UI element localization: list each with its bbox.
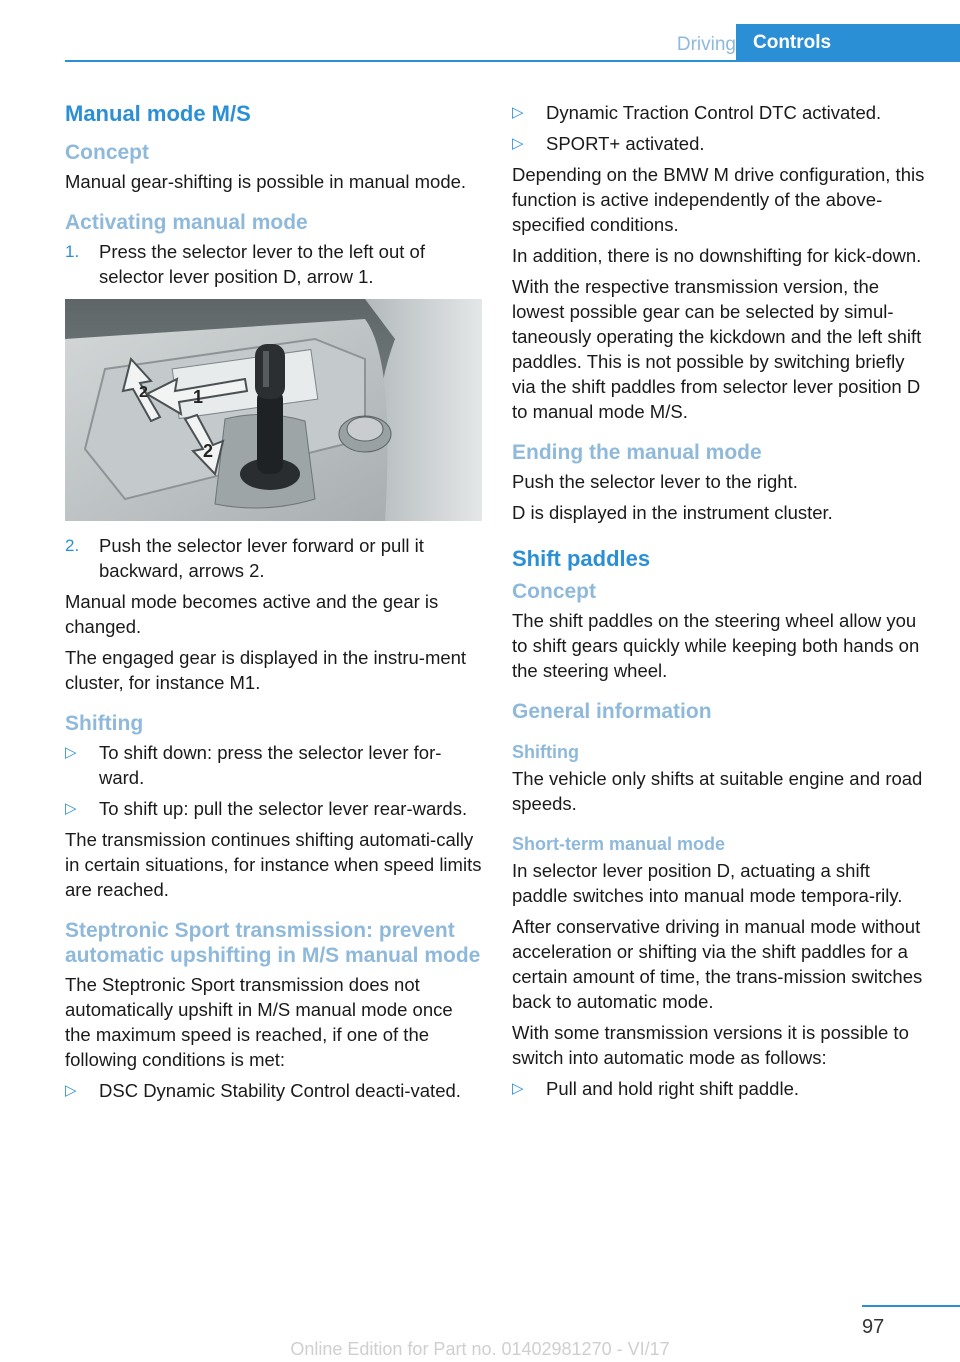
paragraph-ending-2: D is displayed in the instrument cluster. <box>512 502 833 523</box>
heading-general-information: General information <box>512 700 712 723</box>
step-text: Press the selector lever to the left out of selector lever position D, arrow 1. <box>99 241 425 287</box>
paragraph-paddles-concept: The shift paddles on the steering wheel allow you to shift gears quickly while keeping both hands on the steering wheel. <box>512 610 920 681</box>
paragraph-lowest-gear: With the respective transmission version, the lowest possible gear can be selected by simul‐taneously operating the kickdown and the left shift paddles. This is not possible by switching briefly via the shift paddles from selector lever position D to manual mode M/S. <box>512 276 922 422</box>
bullet-shift-down <box>65 740 482 790</box>
bullet-text: To shift up: pull the selector lever rear‐wards. <box>99 798 468 819</box>
section-title-shift-paddles: Shift paddles <box>512 546 651 571</box>
step-1 <box>65 239 482 289</box>
bullet-text: Dynamic Traction Control DTC activated. <box>546 102 882 123</box>
header-section: Driving <box>676 34 736 55</box>
triangle-bullet-icon: ▷ <box>65 1082 77 1099</box>
subheading-shifting: Shifting <box>512 742 579 762</box>
section-title-manual-mode: Manual mode M/S <box>65 101 251 126</box>
bullet-dsc <box>65 1078 482 1103</box>
triangle-bullet-icon: ▷ <box>65 744 77 761</box>
bullet-shift-up <box>65 796 482 821</box>
paragraph-short-term-1: In selector lever position D, actuating a shift paddle switches into manual mode tempora‐rily. <box>512 860 903 906</box>
paragraph-continues: The transmission continues shifting automati‐cally in certain situations, for instance when speed limits are reached. <box>65 829 482 900</box>
step-number: 1. <box>65 242 80 261</box>
paragraph-depending: Depending on the BMW M drive configuration, this function is active independently of the above-specified conditions. <box>512 164 925 235</box>
heading-ending: Ending the manual mode <box>512 441 762 464</box>
paragraph-short-term-2: After conservative driving in manual mode without acceleration or shifting via the shift paddles for a certain amount of time, the trans‐mission switches back to automatic mode. <box>512 916 923 1012</box>
footer-rule <box>862 1305 960 1307</box>
triangle-bullet-icon: ▷ <box>512 135 524 152</box>
left-column <box>65 100 482 1109</box>
paragraph-steptronic: The Steptronic Sport transmission does not automatically upshift in M/S manual mode once the maximum speed is reached, if one of the following conditions is met: <box>65 974 453 1070</box>
figure-label-2: 2 <box>203 441 214 461</box>
bullet-text: Pull and hold right shift paddle. <box>546 1078 800 1099</box>
step-text: Push the selector lever forward or pull it backward, arrows 2. <box>99 535 424 581</box>
bullet-text: SPORT+ activated. <box>546 133 705 154</box>
heading-activating: Activating manual mode <box>65 211 308 234</box>
footer-edition: Online Edition for Part no. 01402981270 - VI/17 <box>290 1339 670 1359</box>
header-chapter-tab: Controls <box>736 24 960 62</box>
bullet-text: To shift down: press the selector lever for‐ward. <box>99 742 442 788</box>
heading-paddles-concept: Concept <box>512 580 596 603</box>
triangle-bullet-icon: ▷ <box>65 800 77 817</box>
triangle-bullet-icon: ▷ <box>512 104 524 121</box>
page-number: 97 <box>862 1316 885 1338</box>
right-column <box>512 100 927 1107</box>
subheading-short-term: Short-term manual mode <box>512 834 726 854</box>
paragraph-kickdown: In addition, there is no downshifting for kick‐down. <box>512 245 922 266</box>
paragraph-short-term-3: With some transmission versions it is possible to switch into automatic mode as follows: <box>512 1022 909 1068</box>
bullet-text: DSC Dynamic Stability Control deacti‐vated. <box>99 1080 461 1101</box>
paragraph-ending-1: Push the selector lever to the right. <box>512 471 798 492</box>
selector-lever-illustration <box>65 299 482 521</box>
step-2 <box>65 533 482 583</box>
bullet-pull-hold <box>512 1076 927 1101</box>
paragraph-shifting: The vehicle only shifts at suitable engine and road speeds. <box>512 768 923 814</box>
bullet-dtc <box>512 100 927 125</box>
heading-steptronic: Steptronic Sport transmission: prevent automatic upshifting in M/S manual mode <box>65 919 481 967</box>
triangle-bullet-icon: ▷ <box>512 1080 524 1097</box>
step-number: 2. <box>65 536 80 555</box>
figure-label-2-upper: 2 <box>139 384 148 401</box>
paragraph-gear-display: The engaged gear is displayed in the instru‐ment cluster, for instance M1. <box>65 647 467 693</box>
paragraph-manual-active: Manual mode becomes active and the gear is changed. <box>65 591 439 637</box>
heading-shifting: Shifting <box>65 712 144 735</box>
figure-label-1: 1 <box>193 387 204 407</box>
bullet-sport-plus <box>512 131 927 156</box>
heading-concept: Concept <box>65 141 149 164</box>
concept-text: Manual gear-shifting is possible in manual mode. <box>65 171 467 192</box>
